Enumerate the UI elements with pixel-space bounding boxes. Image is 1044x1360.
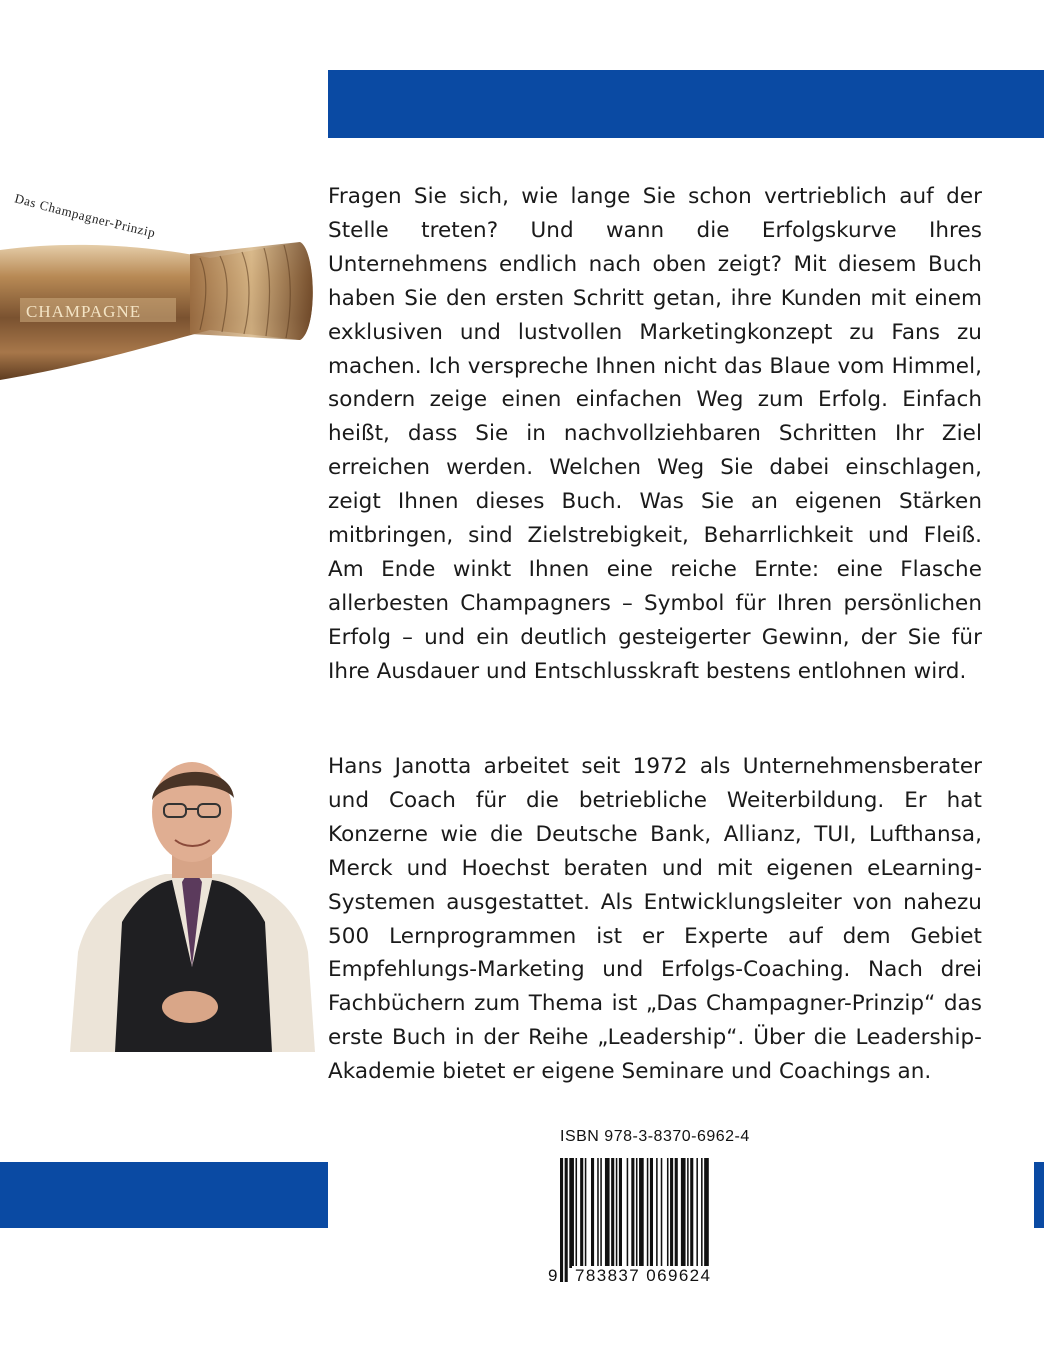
bottle-label: CHAMPAGNE xyxy=(26,302,142,321)
author-photo xyxy=(70,752,315,1052)
author-bio-text: Hans Janotta arbeitet seit 1972 als Unternehmensberater und Coach für die betriebliche Weiterbildung. Er hat Konzerne wie die Deutsche Bank, Allianz, TUI, Lufthansa, Merck und Hoechst beraten und mit eigenen eLearning-Systemen ausgestattet. Als Entwicklungsleiter von nahezu 500 Lernprogrammen ist er Experte auf dem Gebiet Empfehlungs-Marketing und Erfolgs-Coaching. Nach drei Fachbüchern zum Thema ist „Das Champagner-Prinzip“ das erste Buch in der Reihe „Leadership“. Über die Leadership-Akademie bietet er eigene Seminare und Coachings an. xyxy=(328,754,982,1085)
isbn-barcode xyxy=(560,1158,750,1288)
blurb-text: Fragen Sie sich, wie lange Sie schon vertrieblich auf der Stelle treten? Und wann die Erfolgskurve Ihres Unternehmens endlich nach oben zeigt? Mit diesem Buch haben Sie den ersten Schritt getan, ihre Kunden mit einem exklusiven und lustvollen Marketingkonzept zu Fans zu machen. Ich verspreche Ihnen nicht das Blaue vom Himmel, sondern zeige einen einfachen Weg zum Erfolg. Einfach heißt, dass Sie in nachvollziehbaren Schritten Ihr Ziel erreichen werden. Welchen Weg Sie dabei einschlagen, zeigt Ihnen dieses Buch. Was Sie an eigenen Stärken mitbringen, sind Zielstrebigkeit, Beharrlichkeit und Fleiß. Am Ende winkt Ihnen eine reiche Ernte: eine Flasche allerbesten Champagners – Symbol für Ihren persönlichen Erfolg – und ein deutlich gesteigerter Gewinn, der Sie für Ihre Ausdauer und Entschlusskraft bestens entlohnen wird. xyxy=(328,184,982,684)
bottom-right-blue-band xyxy=(1034,1162,1044,1228)
champagne-bottle-image xyxy=(0,180,320,390)
bottle-arc-title-path: Das Champagner-Prinzip xyxy=(13,190,158,241)
bottom-left-blue-band xyxy=(0,1162,328,1228)
author-bio-section xyxy=(328,750,982,1089)
isbn-label: ISBN 978-3-8370-6962-4 xyxy=(560,1128,750,1145)
bottle-arc-title xyxy=(13,190,157,240)
barcode-digits: 783837 069624 xyxy=(572,1266,714,1286)
barcode-lead-digit: 9 xyxy=(548,1266,558,1285)
top-blue-band xyxy=(328,70,1044,138)
blurb-section xyxy=(328,180,982,689)
